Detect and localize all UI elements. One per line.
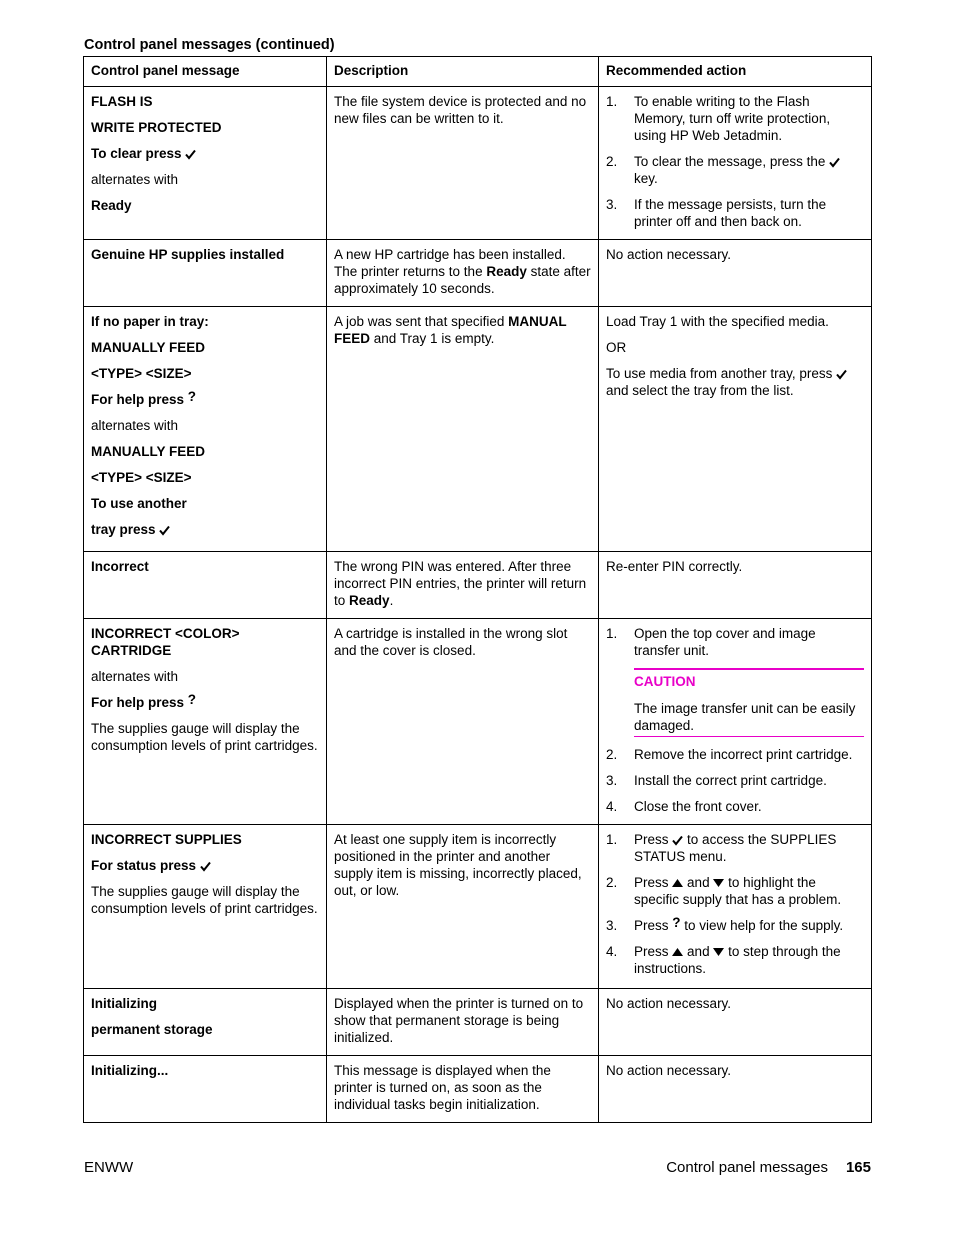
checkmark-icon — [829, 157, 840, 168]
description-cell: At least one supply item is incorrectly positioned in the printer and another supply item is missing, incorrectly placed, out, or low. — [327, 825, 599, 989]
message-cell — [84, 989, 327, 1056]
up-arrow-icon — [672, 879, 683, 887]
table-header-row — [84, 57, 872, 87]
action-cell — [599, 825, 872, 989]
action-line: OR — [606, 340, 627, 355]
message-line: WRITE PROTECTED — [91, 120, 222, 135]
description-cell: A cartridge is installed in the wrong slot and the cover is closed. — [327, 619, 599, 825]
description-cell: The file system device is protected and no new files can be written to it. — [327, 87, 599, 240]
action-step: 4. Press and to step through the instructions. — [606, 944, 841, 976]
message-line: The supplies gauge will display the consumption levels of print cartridges. — [91, 721, 318, 753]
table-row — [84, 825, 872, 989]
checkmark-icon — [672, 835, 683, 846]
description-cell: A job was sent that specified MANUAL FEED and Tray 1 is empty. — [327, 307, 599, 552]
action-cell: Re-enter PIN correctly. — [599, 552, 872, 619]
header-control-panel-message: Control panel message — [84, 57, 327, 87]
description-cell: This message is displayed when the printer is turned on, as soon as the individual tasks begin initialization. — [327, 1056, 599, 1123]
description-cell: Displayed when the printer is turned on to show that permanent storage is being initialized. — [327, 989, 599, 1056]
footer-right — [666, 1159, 871, 1176]
action-line: To use media from another tray, press and select the tray from the list. — [606, 365, 864, 399]
header-description: Description — [327, 57, 599, 87]
caution-label: CAUTION — [634, 674, 696, 689]
message-line: To clear press — [91, 145, 319, 162]
message-line: For help press ? — [91, 692, 197, 710]
table-row — [84, 87, 872, 240]
message-line: alternates with — [91, 669, 179, 684]
action-cell: No action necessary. — [599, 240, 872, 307]
question-mark-icon: ? — [672, 915, 681, 930]
checkmark-icon — [836, 369, 847, 380]
action-steps — [606, 625, 864, 815]
action-step: 2. Remove the incorrect print cartridge. — [606, 747, 853, 762]
table-row — [84, 552, 872, 619]
section-title: Control panel messages (continued) — [84, 37, 335, 53]
action-step: 3. Press ? to view help for the supply. — [606, 915, 844, 933]
table-row — [84, 989, 872, 1056]
message-line: alternates with — [91, 172, 179, 187]
action-cell — [599, 619, 872, 825]
header-recommended-action: Recommended action — [599, 57, 872, 87]
message-cell — [84, 307, 327, 552]
caution-text: The image transfer unit can be easily damaged. — [634, 701, 856, 733]
table-row — [84, 619, 872, 825]
message-line: permanent storage — [91, 1022, 213, 1037]
message-cell: Genuine HP supplies installed — [84, 240, 327, 307]
action-step: 4. Close the front cover. — [606, 799, 762, 814]
message-cell — [84, 825, 327, 989]
footer-left: ENWW — [84, 1159, 134, 1176]
table-row — [84, 1056, 872, 1123]
action-step: 3. If the message persists, turn the printer off and then back on. — [606, 197, 827, 229]
action-step: 3. Install the correct print cartridge. — [606, 773, 827, 788]
checkmark-icon — [200, 861, 211, 872]
action-steps — [606, 93, 864, 230]
action-step: 1. Open the top cover and image transfer unit. CAUTION The image transfer unit can be easily damaged. — [606, 625, 864, 737]
message-line: INCORRECT SUPPLIES — [91, 832, 242, 847]
table-row — [84, 307, 872, 552]
question-mark-icon: ? — [187, 389, 197, 404]
down-arrow-icon — [713, 948, 724, 956]
page-number: 165 — [845, 1159, 871, 1176]
up-arrow-icon — [672, 948, 683, 956]
description-cell: A new HP cartridge has been installed. The printer returns to the Ready state after approximately 10 seconds. — [327, 240, 599, 307]
message-line: Ready — [91, 198, 132, 213]
message-line: tray press — [91, 521, 319, 538]
down-arrow-icon — [713, 879, 724, 887]
action-cell — [599, 87, 872, 240]
message-line: Initializing — [91, 996, 157, 1011]
checkmark-icon — [185, 149, 196, 160]
action-step: 1. Press to access the SUPPLIES STATUS menu. — [606, 832, 837, 864]
message-cell: Incorrect — [84, 552, 327, 619]
message-line: For help press ? — [91, 389, 197, 407]
checkmark-icon — [159, 525, 170, 536]
action-steps — [606, 831, 864, 977]
action-step: 2. To clear the message, press the key. — [606, 153, 864, 187]
message-cell — [84, 619, 327, 825]
caution-box — [634, 668, 864, 737]
action-cell — [599, 307, 872, 552]
action-cell: No action necessary. — [599, 1056, 872, 1123]
question-mark-icon: ? — [187, 692, 197, 707]
message-cell: Initializing... — [84, 1056, 327, 1123]
message-line: MANUALLY FEED — [91, 340, 206, 355]
footer-section: Control panel messages — [666, 1159, 828, 1176]
message-line: alternates with — [91, 418, 179, 433]
message-cell — [84, 87, 327, 240]
message-line: To use another — [91, 496, 187, 511]
message-line: The supplies gauge will display the consumption levels of print cartridges. — [91, 884, 318, 916]
message-line: If no paper in tray: — [91, 314, 209, 329]
message-line: INCORRECT <COLOR> CARTRIDGE — [91, 626, 240, 658]
message-line: <TYPE> <SIZE> — [91, 470, 192, 485]
message-line: For status press — [91, 857, 319, 874]
table-row — [84, 240, 872, 307]
message-line: MANUALLY FEED — [91, 444, 206, 459]
action-cell: No action necessary. — [599, 989, 872, 1056]
description-cell: The wrong PIN was entered. After three incorrect PIN entries, the printer will return to Ready. — [327, 552, 599, 619]
control-panel-messages-table — [83, 56, 872, 1123]
action-line: Load Tray 1 with the specified media. — [606, 314, 829, 329]
message-line: <TYPE> <SIZE> — [91, 366, 192, 381]
action-step: 1. To enable writing to the Flash Memory, turn off write protection, using HP Web Jetadmin. — [606, 94, 831, 143]
message-line: FLASH IS — [91, 94, 153, 109]
action-step: 2. Press and to highlight the specific supply that has a problem. — [606, 875, 842, 907]
